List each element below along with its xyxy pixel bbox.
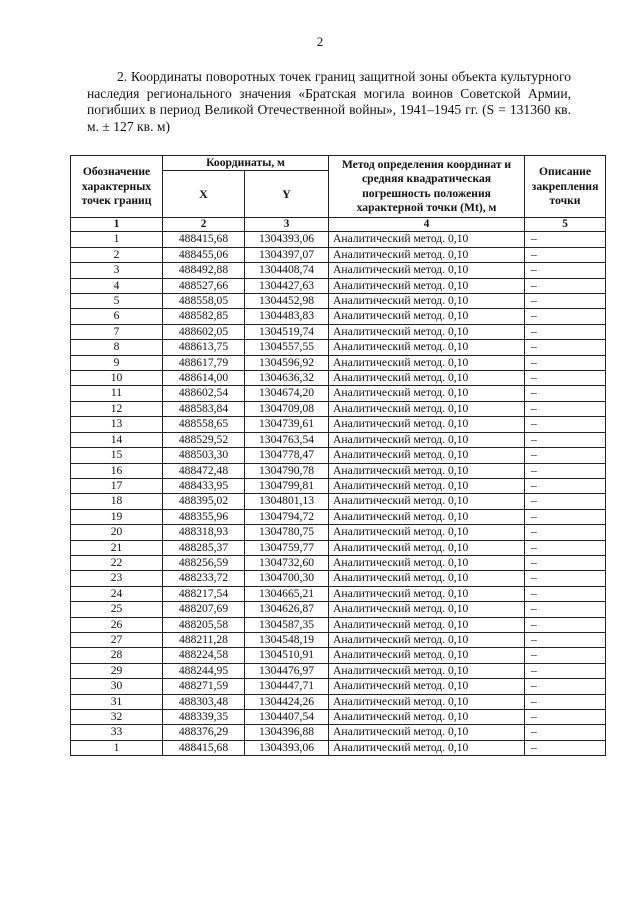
method-cell: Аналитический метод. 0,10 — [329, 463, 525, 478]
description-cell: – — [525, 540, 606, 555]
y-coordinate-cell: 1304780,75 — [245, 525, 329, 540]
description-cell: – — [525, 386, 606, 401]
x-coordinate-cell: 488211,28 — [163, 632, 245, 647]
table-row — [71, 602, 606, 617]
x-coordinate-cell: 488558,05 — [163, 294, 245, 309]
x-coordinate-cell: 488233,72 — [163, 571, 245, 586]
point-id-cell: 23 — [71, 571, 163, 586]
method-cell: Аналитический метод. 0,10 — [329, 278, 525, 293]
y-coordinate-cell: 1304476,97 — [245, 663, 329, 678]
point-id-cell: 13 — [71, 417, 163, 432]
table-row — [71, 309, 606, 324]
description-cell: – — [525, 555, 606, 570]
method-cell: Аналитический метод. 0,10 — [329, 263, 525, 278]
x-coordinate-cell: 488602,05 — [163, 324, 245, 339]
table-row — [71, 247, 606, 262]
y-coordinate-cell: 1304700,30 — [245, 571, 329, 586]
heading-text: 2. Координаты поворотных точек границ защитной зоны объекта культурного наследия регионального значения «Братская могила воинов Советской Армии, погибших в период Великой Отечественной войны», 1941–1945 гг. (S = 131360 кв. м. ± 127 кв. м) — [87, 69, 571, 134]
table-row — [71, 509, 606, 524]
point-id-cell: 20 — [71, 525, 163, 540]
point-id-cell: 6 — [71, 309, 163, 324]
description-cell: – — [525, 617, 606, 632]
x-coordinate-cell: 488433,95 — [163, 478, 245, 493]
method-cell: Аналитический метод. 0,10 — [329, 509, 525, 524]
point-id-cell: 19 — [71, 509, 163, 524]
column-number: 2 — [163, 218, 245, 232]
table-row — [71, 710, 606, 725]
x-coordinate-cell: 488617,79 — [163, 355, 245, 370]
y-coordinate-cell: 1304763,54 — [245, 432, 329, 447]
y-coordinate-cell: 1304778,47 — [245, 448, 329, 463]
method-cell: Аналитический метод. 0,10 — [329, 340, 525, 355]
description-cell: – — [525, 740, 606, 755]
description-cell: – — [525, 324, 606, 339]
table-row — [71, 432, 606, 447]
point-id-cell: 32 — [71, 710, 163, 725]
method-cell: Аналитический метод. 0,10 — [329, 309, 525, 324]
x-coordinate-cell: 488224,58 — [163, 648, 245, 663]
method-cell: Аналитический метод. 0,10 — [329, 232, 525, 247]
x-coordinate-cell: 488602,54 — [163, 386, 245, 401]
y-coordinate-cell: 1304587,35 — [245, 617, 329, 632]
y-coordinate-cell: 1304483,83 — [245, 309, 329, 324]
description-cell: – — [525, 679, 606, 694]
point-id-cell: 27 — [71, 632, 163, 647]
y-coordinate-cell: 1304452,98 — [245, 294, 329, 309]
x-coordinate-cell: 488205,58 — [163, 617, 245, 632]
x-coordinate-cell: 488415,68 — [163, 232, 245, 247]
y-coordinate-cell: 1304794,72 — [245, 509, 329, 524]
description-cell: – — [525, 725, 606, 740]
point-id-cell: 5 — [71, 294, 163, 309]
y-coordinate-cell: 1304665,21 — [245, 586, 329, 601]
x-coordinate-cell: 488614,00 — [163, 371, 245, 386]
point-id-cell: 16 — [71, 463, 163, 478]
method-cell: Аналитический метод. 0,10 — [329, 571, 525, 586]
column-number: 4 — [329, 218, 525, 232]
method-cell: Аналитический метод. 0,10 — [329, 294, 525, 309]
method-cell: Аналитический метод. 0,10 — [329, 324, 525, 339]
table-row — [71, 694, 606, 709]
y-coordinate-cell: 1304709,08 — [245, 401, 329, 416]
description-cell: – — [525, 432, 606, 447]
description-cell: – — [525, 417, 606, 432]
table-row — [71, 448, 606, 463]
y-coordinate-cell: 1304393,06 — [245, 740, 329, 755]
x-coordinate-cell: 488318,93 — [163, 525, 245, 540]
table-row — [71, 586, 606, 601]
y-coordinate-cell: 1304408,74 — [245, 263, 329, 278]
description-cell: – — [525, 232, 606, 247]
column-number: 1 — [71, 218, 163, 232]
method-cell: Аналитический метод. 0,10 — [329, 740, 525, 755]
method-cell: Аналитический метод. 0,10 — [329, 401, 525, 416]
table-row — [71, 232, 606, 247]
description-cell: – — [525, 710, 606, 725]
method-cell: Аналитический метод. 0,10 — [329, 386, 525, 401]
method-cell: Аналитический метод. 0,10 — [329, 586, 525, 601]
point-id-cell: 22 — [71, 555, 163, 570]
header-description: Описание закрепления точки — [525, 156, 606, 218]
description-cell: – — [525, 263, 606, 278]
point-id-cell: 30 — [71, 679, 163, 694]
method-cell: Аналитический метод. 0,10 — [329, 371, 525, 386]
y-coordinate-cell: 1304739,61 — [245, 417, 329, 432]
point-id-cell: 1 — [71, 740, 163, 755]
description-cell: – — [525, 571, 606, 586]
method-cell: Аналитический метод. 0,10 — [329, 694, 525, 709]
point-id-cell: 10 — [71, 371, 163, 386]
table-row — [71, 555, 606, 570]
table-row — [71, 725, 606, 740]
y-coordinate-cell: 1304396,88 — [245, 725, 329, 740]
x-coordinate-cell: 488472,48 — [163, 463, 245, 478]
y-coordinate-cell: 1304759,77 — [245, 540, 329, 555]
table-row — [71, 278, 606, 293]
x-coordinate-cell: 488455,06 — [163, 247, 245, 262]
method-cell: Аналитический метод. 0,10 — [329, 648, 525, 663]
table-body — [71, 232, 606, 756]
table-row — [71, 294, 606, 309]
header-y: Y — [245, 171, 329, 218]
method-cell: Аналитический метод. 0,10 — [329, 725, 525, 740]
description-cell: – — [525, 525, 606, 540]
x-coordinate-cell: 488492,88 — [163, 263, 245, 278]
point-id-cell: 11 — [71, 386, 163, 401]
y-coordinate-cell: 1304427,63 — [245, 278, 329, 293]
y-coordinate-cell: 1304548,19 — [245, 632, 329, 647]
page-number: 2 — [316, 34, 324, 49]
description-cell: – — [525, 247, 606, 262]
point-id-cell: 8 — [71, 340, 163, 355]
point-id-cell: 2 — [71, 247, 163, 262]
table-row — [71, 632, 606, 647]
x-coordinate-cell: 488613,75 — [163, 340, 245, 355]
header-x: X — [163, 171, 245, 218]
point-id-cell: 18 — [71, 494, 163, 509]
point-id-cell: 7 — [71, 324, 163, 339]
table-row — [71, 663, 606, 678]
header-point: Обозначение характерных точек границ — [71, 156, 163, 218]
description-cell: – — [525, 494, 606, 509]
table-row — [71, 355, 606, 370]
y-coordinate-cell: 1304626,87 — [245, 602, 329, 617]
table-row — [71, 617, 606, 632]
coordinates-table — [70, 155, 606, 756]
point-id-cell: 33 — [71, 725, 163, 740]
x-coordinate-cell: 488415,68 — [163, 740, 245, 755]
point-id-cell: 4 — [71, 278, 163, 293]
x-coordinate-cell: 488256,59 — [163, 555, 245, 570]
table-row — [71, 571, 606, 586]
point-id-cell: 25 — [71, 602, 163, 617]
description-cell: – — [525, 694, 606, 709]
description-cell: – — [525, 401, 606, 416]
x-coordinate-cell: 488355,96 — [163, 509, 245, 524]
table-row — [71, 386, 606, 401]
x-coordinate-cell: 488285,37 — [163, 540, 245, 555]
point-id-cell: 26 — [71, 617, 163, 632]
x-coordinate-cell: 488558,65 — [163, 417, 245, 432]
method-cell: Аналитический метод. 0,10 — [329, 355, 525, 370]
x-coordinate-cell: 488339,35 — [163, 710, 245, 725]
method-cell: Аналитический метод. 0,10 — [329, 525, 525, 540]
method-cell: Аналитический метод. 0,10 — [329, 555, 525, 570]
description-cell: – — [525, 355, 606, 370]
method-cell: Аналитический метод. 0,10 — [329, 417, 525, 432]
table-row — [71, 525, 606, 540]
table-row — [71, 463, 606, 478]
x-coordinate-cell: 488217,54 — [163, 586, 245, 601]
header-method: Метод определения координат и средняя квадратическая погрешность положения характерной точки (Mt), м — [329, 156, 525, 218]
table-row — [71, 340, 606, 355]
point-id-cell: 14 — [71, 432, 163, 447]
point-id-cell: 31 — [71, 694, 163, 709]
point-id-cell: 24 — [71, 586, 163, 601]
point-id-cell: 3 — [71, 263, 163, 278]
point-id-cell: 12 — [71, 401, 163, 416]
description-cell: – — [525, 602, 606, 617]
point-id-cell: 9 — [71, 355, 163, 370]
y-coordinate-cell: 1304510,91 — [245, 648, 329, 663]
section-heading — [87, 69, 571, 135]
y-coordinate-cell: 1304674,20 — [245, 386, 329, 401]
table-row — [71, 324, 606, 339]
table-row — [71, 263, 606, 278]
y-coordinate-cell: 1304447,71 — [245, 679, 329, 694]
description-cell: – — [525, 463, 606, 478]
description-cell: – — [525, 648, 606, 663]
method-cell: Аналитический метод. 0,10 — [329, 710, 525, 725]
y-coordinate-cell: 1304732,60 — [245, 555, 329, 570]
method-cell: Аналитический метод. 0,10 — [329, 617, 525, 632]
description-cell: – — [525, 663, 606, 678]
point-id-cell: 21 — [71, 540, 163, 555]
method-cell: Аналитический метод. 0,10 — [329, 540, 525, 555]
point-id-cell: 28 — [71, 648, 163, 663]
table-row — [71, 478, 606, 493]
table-row — [71, 679, 606, 694]
x-coordinate-cell: 488529,52 — [163, 432, 245, 447]
table-row — [71, 371, 606, 386]
description-cell: – — [525, 448, 606, 463]
description-cell: – — [525, 509, 606, 524]
x-coordinate-cell: 488303,48 — [163, 694, 245, 709]
x-coordinate-cell: 488376,29 — [163, 725, 245, 740]
description-cell: – — [525, 371, 606, 386]
header-coordinates: Координаты, м — [163, 156, 329, 171]
description-cell: – — [525, 478, 606, 493]
table-row — [71, 417, 606, 432]
description-cell: – — [525, 632, 606, 647]
method-cell: Аналитический метод. 0,10 — [329, 494, 525, 509]
column-number: 5 — [525, 218, 606, 232]
x-coordinate-cell: 488503,30 — [163, 448, 245, 463]
y-coordinate-cell: 1304790,78 — [245, 463, 329, 478]
description-cell: – — [525, 586, 606, 601]
description-cell: – — [525, 340, 606, 355]
x-coordinate-cell: 488244,95 — [163, 663, 245, 678]
y-coordinate-cell: 1304393,06 — [245, 232, 329, 247]
method-cell: Аналитический метод. 0,10 — [329, 448, 525, 463]
x-coordinate-cell: 488395,02 — [163, 494, 245, 509]
description-cell: – — [525, 278, 606, 293]
y-coordinate-cell: 1304519,74 — [245, 324, 329, 339]
method-cell: Аналитический метод. 0,10 — [329, 602, 525, 617]
description-cell: – — [525, 309, 606, 324]
y-coordinate-cell: 1304557,55 — [245, 340, 329, 355]
method-cell: Аналитический метод. 0,10 — [329, 478, 525, 493]
point-id-cell: 29 — [71, 663, 163, 678]
x-coordinate-cell: 488527,66 — [163, 278, 245, 293]
method-cell: Аналитический метод. 0,10 — [329, 663, 525, 678]
table-row — [71, 401, 606, 416]
x-coordinate-cell: 488582,85 — [163, 309, 245, 324]
y-coordinate-cell: 1304799,81 — [245, 478, 329, 493]
point-id-cell: 15 — [71, 448, 163, 463]
table-row — [71, 740, 606, 755]
y-coordinate-cell: 1304397,07 — [245, 247, 329, 262]
table-row — [71, 540, 606, 555]
method-cell: Аналитический метод. 0,10 — [329, 679, 525, 694]
table-row — [71, 648, 606, 663]
y-coordinate-cell: 1304801,13 — [245, 494, 329, 509]
point-id-cell: 1 — [71, 232, 163, 247]
table-row — [71, 494, 606, 509]
point-id-cell: 17 — [71, 478, 163, 493]
y-coordinate-cell: 1304424,26 — [245, 694, 329, 709]
description-cell: – — [525, 294, 606, 309]
y-coordinate-cell: 1304596,92 — [245, 355, 329, 370]
x-coordinate-cell: 488271,59 — [163, 679, 245, 694]
method-cell: Аналитический метод. 0,10 — [329, 247, 525, 262]
x-coordinate-cell: 488583,84 — [163, 401, 245, 416]
method-cell: Аналитический метод. 0,10 — [329, 632, 525, 647]
y-coordinate-cell: 1304407,54 — [245, 710, 329, 725]
column-number: 3 — [245, 218, 329, 232]
method-cell: Аналитический метод. 0,10 — [329, 432, 525, 447]
y-coordinate-cell: 1304636,32 — [245, 371, 329, 386]
x-coordinate-cell: 488207,69 — [163, 602, 245, 617]
